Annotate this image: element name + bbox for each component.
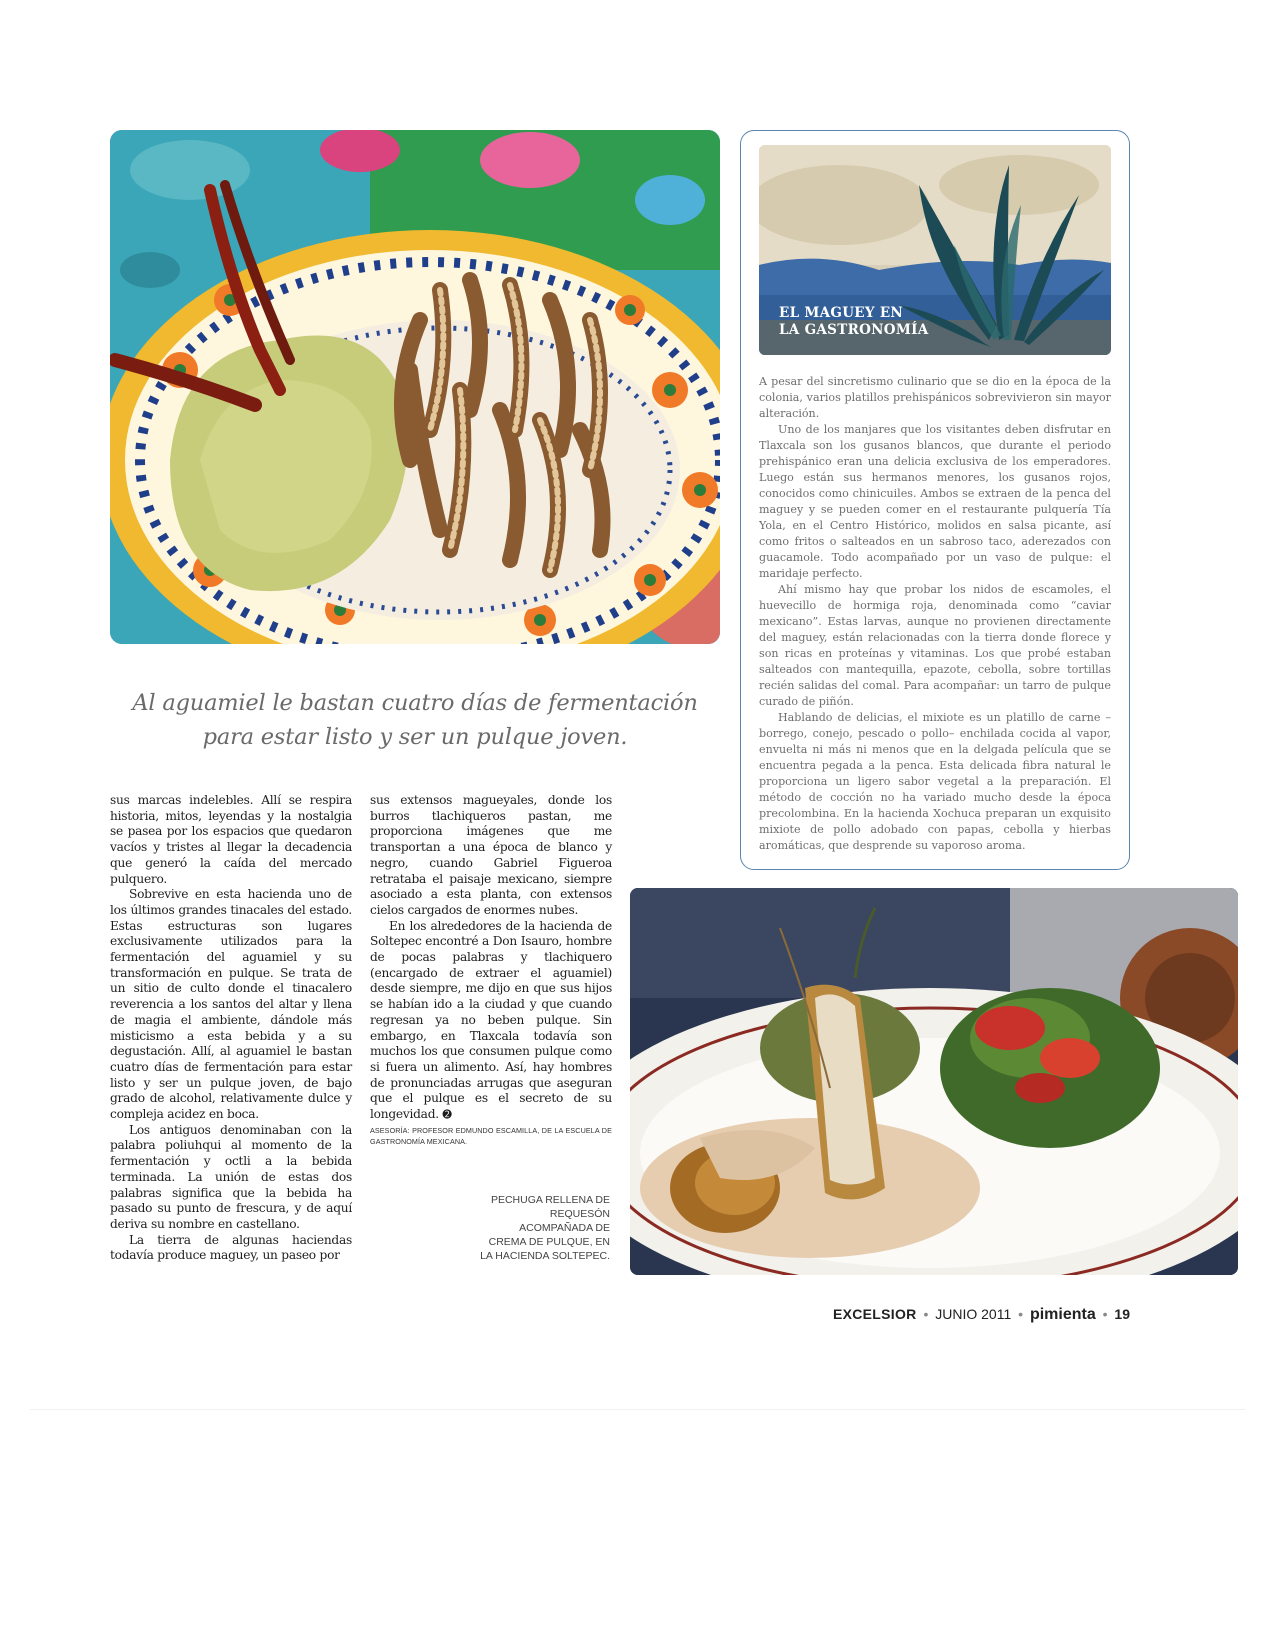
folio-separator: • bbox=[1018, 1306, 1024, 1322]
sidebar-box-maguey bbox=[740, 130, 1130, 870]
sidebar-title: EL MAGUEY EN LA GASTRONOMÍA bbox=[779, 305, 929, 338]
sidebar-paragraph: Uno de los manjares que los visitantes deben disfrutar en Tlaxcala son los gusanos blancos, que durante el periodo prehispánico eran una delicia exclusiva de los emperadores. Luego están sus hermanos menores, los gusanos rojos, conocidos como chinicuiles. Ambos se extraen de la penca del maguey y se pueden comer en el restaurante pulquería Tía Yola, en el Centro Histórico, molidos en salsa picante, así como fritos o salteados en un sabroso taco, aderezados con guacamole. Todo acompañado por un vaso de pulque: el maridaje perfecto. bbox=[759, 423, 1111, 580]
folio-separator: • bbox=[1102, 1306, 1108, 1322]
article-paragraph: sus extensos magueyales, donde los burros tlachiqueros pastan, me proporciona imágenes que me transportan a una época de blanco y negro, cuando Gabriel Figueroa retrataba el paisaje mexicano, siempre asociado a esta planta, con extensos cielos cargados de enormes nubes. bbox=[370, 793, 612, 917]
page-folio bbox=[833, 1306, 1130, 1324]
photo-caption: PECHUGA RELLENA DE REQUESÓN ACOMPAÑADA DE CREMA DE PULQUE, EN LA HACIENDA SOLTEPEC. bbox=[480, 1194, 610, 1262]
sidebar-paragraph: A pesar del sincretismo culinario que se dio en la época de la colonia, varios platillos prehispánicos sobrevivieron sin mayor alteración. bbox=[759, 375, 1111, 420]
article-paragraph: sus marcas indelebles. Allí se respira historia, mitos, leyendas y la nostalgia se pasea por los espacios que quedaron vacíos y tristes al llegar la decadencia que generó la caída del mercado pulquero. bbox=[110, 793, 352, 886]
article-paragraph-text: En los alrededores de la hacienda de Soltepec encontré a Don Isauro, hombre de pocas palabras y tlachiquero (encargado de extraer el aguamiel) desde siempre, me dijo en que sus hijos se habían ido a la ciudad y que cuando regresan ya no beben pulque. Sin embargo, en Tlaxcala todavía son muchos los que consumen pulque como si fuera un alimento. Así, hay hombres de pronunciadas arrugas que aseguran que el pulque es el secreto de su longevidad. bbox=[370, 918, 612, 1122]
folio-issue-date: JUNIO 2011 bbox=[935, 1306, 1012, 1322]
photo-stuffed-chicken-breast bbox=[630, 888, 1238, 1275]
folio-page-number: 19 bbox=[1114, 1306, 1130, 1322]
bottom-divider bbox=[30, 1409, 1245, 1410]
article-column-1 bbox=[110, 793, 352, 1264]
sidebar-paragraph: Ahí mismo hay que probar los nidos de escamoles, el huevecillo de hormiga roja, denominada como “caviar mexicano”. Estas larvas, aunque no provienen directamente del maguey, están relacionadas con la tierra donde florece y son ricas en proteínas y vitaminas. Los que probé estaban salteados con mantequilla, epazote, cebolla, sobre tortillas recién salidas del comal. Para acompañar: un tarro de pulque curado de piñón. bbox=[759, 583, 1111, 708]
photo-plate-worms-guacamole bbox=[110, 130, 720, 644]
article-paragraph bbox=[370, 919, 612, 1123]
photo-plate-worms-image bbox=[110, 130, 720, 644]
article-paragraph: Los antiguos denominaban con la palabra poliuhqui al momento de la fermentación y octli a la bebida terminada. La unión de estas dos palabras significa que la bebida ha pasado su punto de frescura, y de aquí deriva su nombre en castellano. bbox=[110, 1122, 352, 1231]
article-column-2 bbox=[370, 793, 612, 1147]
photo-chicken-image bbox=[630, 888, 1238, 1275]
article-paragraph: La tierra de algunas haciendas todavía produce maguey, un paseo por bbox=[110, 1232, 352, 1263]
folio-separator: • bbox=[923, 1306, 929, 1322]
sidebar-paragraph: Hablando de delicias, el mixiote es un platillo de carne –borrego, conejo, pescado o pollo– enchilada cocida al vapor, envuelta ni más ni menos que en la delgada película que se encuentra pegada a la penca. Esta delicada fibra natural le proporciona un ligero sabor vegetal a la preparación. El método de cocción no ha variado mucho desde la época precolombina. En la hacienda Xochuca preparan un exquisito mixiote de pollo adobado con papas, cebolla y hierbas aromáticas, que desprende su vaporoso aroma. bbox=[759, 711, 1111, 852]
article-paragraph: Sobrevive en esta hacienda uno de los últimos grandes tinacales del estado. Estas estructuras son lugares exclusivamente utilizados para la fermentación del aguamiel y su transformación en pulque. Se trata de un sitio de culto donde el tinacalero reverencia a los santos del altar y llena de magia el ambiente, dándole más misticismo a esta bebida y a su degustación. Allí, al aguamiel le bastan cuatro días de fermentación para estar listo y ser un pulque joven, de bajo grado de alcohol, relativamente dulce y compleja acidez en boca. bbox=[110, 887, 352, 1122]
folio-newspaper-name: EXCELSIOR bbox=[832, 1306, 917, 1322]
sidebar-body-text bbox=[759, 374, 1111, 854]
photo-maguey-plant bbox=[759, 145, 1111, 355]
end-of-article-icon: ➋ bbox=[442, 1108, 452, 1122]
folio-magazine-name: pimienta bbox=[1029, 1306, 1096, 1323]
pull-quote: Al aguamiel le bastan cuatro días de fermentación para estar listo y ser un pulque joven. bbox=[132, 690, 698, 750]
advisory-credit: ASESORÍA: PROFESOR EDMUNDO ESCAMILLA, DE LA ESCUELA DE GASTRONOMÍA MEXICANA. bbox=[370, 1125, 612, 1146]
